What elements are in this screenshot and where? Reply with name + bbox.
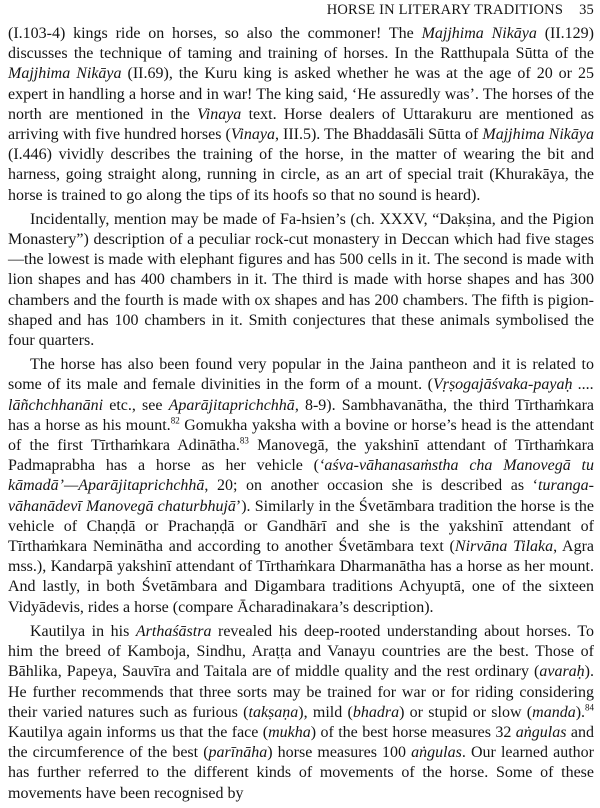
running-header xyxy=(0,2,594,20)
paragraph-jaina-pantheon: The horse has also been found very popular in the Jaina pantheon and it is related to some of its male and female divinities in the form of a mount. (Vṛṣogajāśvaka-payaḥ .... lāñchchhanāni etc., see Aparājitaprichchhā, 8-9). Sambhavanātha, the third Tīrthaṁkara has a horse as his mount.$^{82}$ Gomukha yaksha with a bovine or horse’s head is the attendant of the first Tīrthaṁkara Adinātha.$^{83}$ Manovegā, the yakshinī attendant of Tīrthaṁkara Padmaprabha has a horse as her vehicle (‘aśva-vāhanasaṁstha cha Manovegā tu kāmadā’—Aparājitaprichchhā, 20; on another occasion she is described as ‘turanga-vāhanādevī Manovegā chaturbhujā’). Similarly in the Śvetāmbara tradition the horse is the vehicle of Chaṇḍā or Prachaṇḍā or Gandhārī and she is the yakshinī attendant of Tīrthaṁkara Neminātha and according to another Śvetāmbara text (Nirvāna Tilaka, Agra mss.), Kandarpā yakshinī attendant of Tīrthaṁkara Dharmanātha has a horse as her mount. And lastly, in both Śvetāmbara and Digambara traditions Achyuptā, one of the sixteen Vidyādevis, rides a horse (compare Ācharadinakara’s description). xyxy=(8,356,595,616)
page-number: 35 xyxy=(579,2,594,18)
running-title: HORSE IN LITERARY TRADITIONS xyxy=(326,2,564,18)
paragraph-pali-texts: (I.103-4) kings ride on horses, so also the commoner! The Majjhima Nikāya (II.129) discusses the technique of taming and training of horses. In the Ratthupala Sūtta of the Majjhima Nikāya (II.69), the Kuru king is asked whether he was at the age of 20 or 25 expert in handling a horse and in war! The king said, ‘He assuredly was’. The horses of the north are mentioned in the Vinaya text. Horse dealers of Uttarakuru are mentioned as arriving with five hundred horses (Vinaya, III.5). The Bhaddasāli Sūtta of Majjhima Nikāya (I.446) vividly describes the training of the horse, in the matter of wearing the bit and harness, going straight along, running in circle, as an art of special trait (Khurakāya, the horse is trained to go along the tips of its hoofs so that no sound is heard). xyxy=(8,25,595,204)
paragraph-kautilya: Kautilya in his Arthaśāstra revealed his deep-rooted understanding about horses. To him the breed of Kamboja, Sindhu, Araṭṭa and Vanayu countries are the best. Those of Bāhlika, Papeya, Sauvīra and Taitala are of middle quality and the rest ordinary (avaraḥ). He further recommends that three sorts may be trained for war or for riding considering their varied natures such as furious (takṣaṇa), mild (bhadra) or stupid or slow (manda).$^{84}$ Kautilya again informs us that the face (mukha) of the best horse measures 32 aṅgulas and the circumference of the best (parīnāha) horse measures 100 aṅgulas. Our learned author has further referred to the different kinds of movements of the horse. Some of these movements have been recognised by xyxy=(8,622,595,802)
body-text xyxy=(8,24,594,808)
paragraph-fa-hsien: Incidentally, mention may be made of Fa-hsien’s (ch. XXXV, “Dakṣina, and the Pigion Monastery”) description of a peculiar rock-cut monastery in Deccan which had five stages—the lowest is made with elephant figures and has 500 cells in it. The second is made with lion shapes and has 400 chambers in it. The third is made with horse shapes and has 300 chambers and the fourth is made with ox shapes and has 200 chambers. The fifth is pigion-shaped and has 100 chambers in it. Smith conjectures that these animals symbolised the four quarters. xyxy=(8,210,594,350)
